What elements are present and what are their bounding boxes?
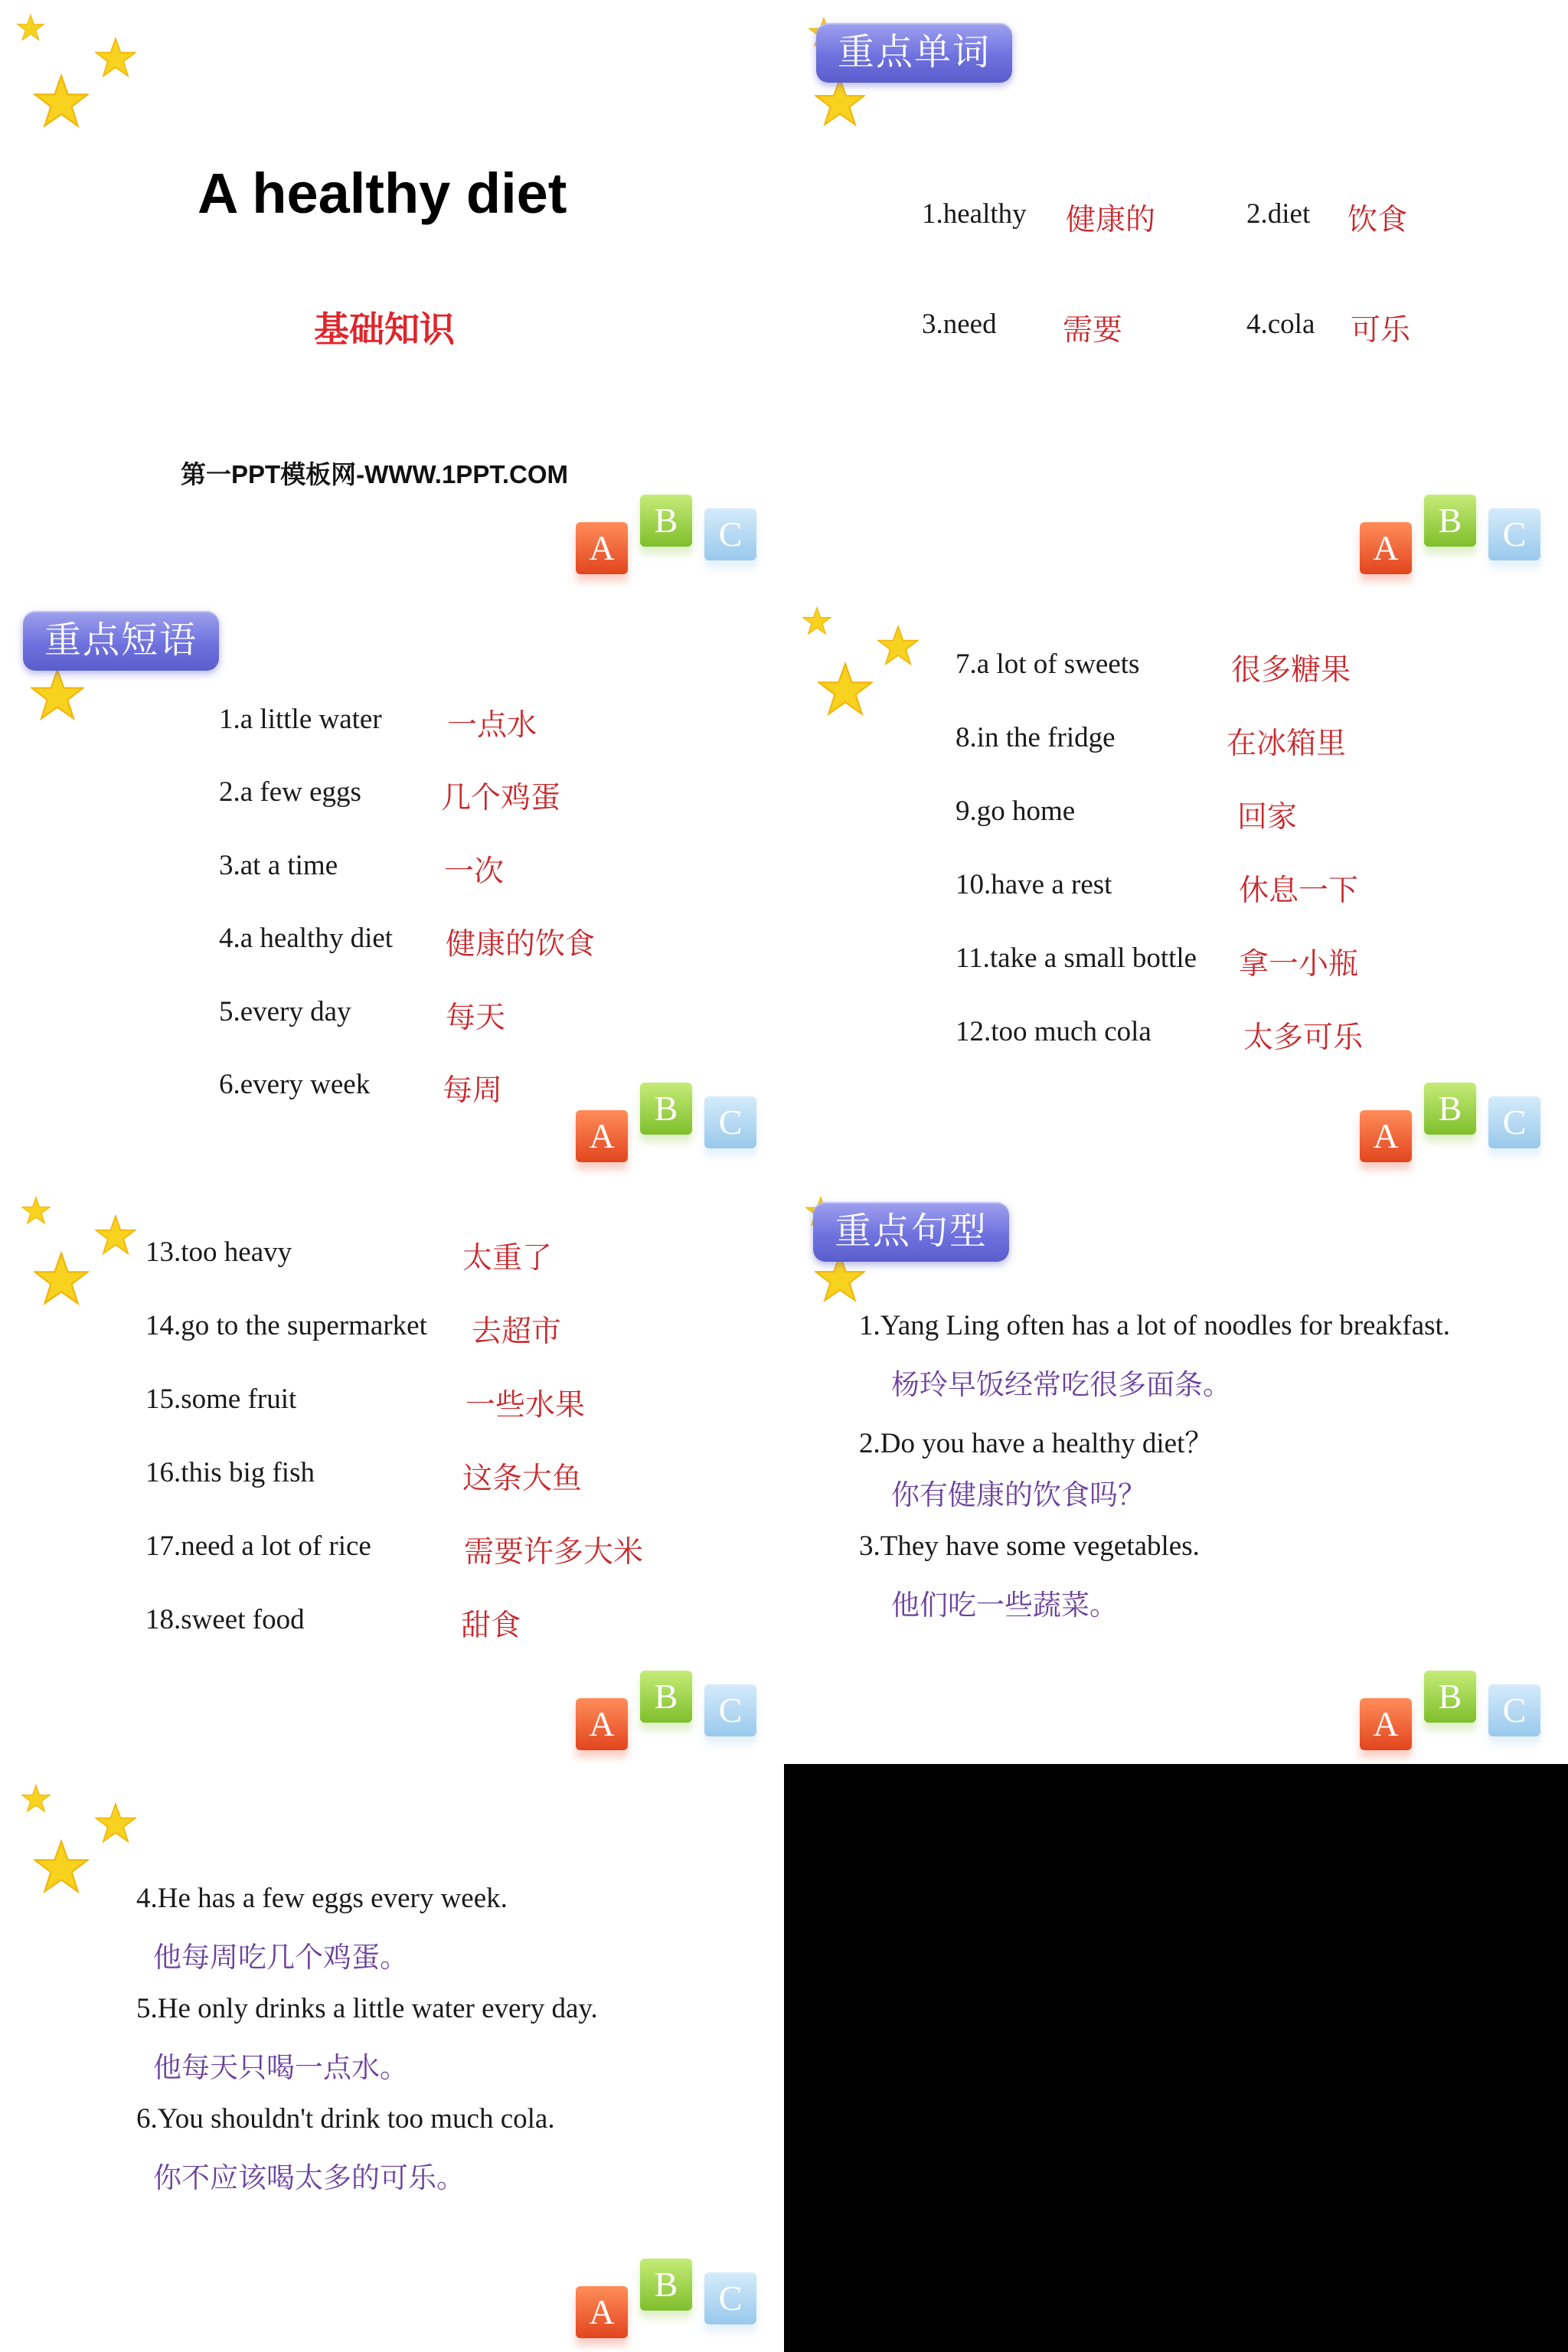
star-icon <box>818 662 873 717</box>
star-icon <box>95 1214 136 1256</box>
phrase-en: 5.every day <box>219 996 351 1027</box>
phrase-en: 8.in the fridge <box>956 722 1116 753</box>
block-b: B <box>1424 495 1476 547</box>
phrase-en: 11.take a small bottle <box>956 942 1197 974</box>
sentence-cn: 他每周吃几个鸡蛋。 <box>153 1941 408 1974</box>
phrase-cn: 甜食 <box>461 1609 521 1643</box>
star-icon <box>95 1802 136 1844</box>
section-heading-badge: 重点句型 <box>813 1202 1009 1262</box>
block-c: C <box>1488 508 1540 560</box>
word-cn: 需要 <box>1063 313 1123 348</box>
phrase-cn: 太多可乐 <box>1243 1021 1364 1055</box>
phrase-cn: 每周 <box>443 1073 503 1108</box>
phrase-en: 9.go home <box>956 795 1076 827</box>
phrase-cn: 回家 <box>1237 800 1298 835</box>
empty-black-panel <box>784 1764 1568 2352</box>
block-c: C <box>1488 1096 1540 1148</box>
phrase-en: 1.a little water <box>219 704 382 735</box>
slide-key-phrases-3 <box>0 1176 784 1764</box>
phrase-en: 17.need a lot of rice <box>145 1530 371 1562</box>
word-cn: 健康的 <box>1066 203 1156 237</box>
block-c: C <box>704 508 756 560</box>
block-a: A <box>1360 1110 1412 1162</box>
block-b: B <box>640 1083 692 1135</box>
phrase-en: 18.sweet food <box>145 1604 305 1635</box>
slide-key-sentences-2 <box>0 1764 784 2352</box>
block-b: B <box>1424 1083 1476 1135</box>
abc-blocks <box>1360 1083 1568 1174</box>
star-icon <box>34 1251 89 1306</box>
block-b: B <box>640 1671 692 1723</box>
sentence-cn: 你有健康的饮食吗？ <box>891 1478 1146 1511</box>
phrase-cn: 太重了 <box>462 1241 553 1276</box>
word-en: 4.cola <box>1246 309 1315 340</box>
block-a: A <box>576 1698 628 1750</box>
sentence-en: 6.You shouldn't drink too much cola. <box>136 2103 555 2135</box>
sentence-cn: 他每天只喝一点水。 <box>153 2051 408 2084</box>
block-a: A <box>1360 522 1412 574</box>
sentence-cn: 杨玲早饭经常吃很多面条。 <box>891 1368 1231 1401</box>
phrase-cn: 一次 <box>444 854 505 889</box>
block-a: A <box>576 2286 628 2338</box>
phrase-en: 16.this big fish <box>145 1457 315 1488</box>
slide-key-phrases-1 <box>0 588 784 1176</box>
star-icon <box>31 668 84 721</box>
star-icon <box>34 1839 89 1894</box>
phrase-en: 7.a lot of sweets <box>956 648 1140 680</box>
phrase-cn: 健康的饮食 <box>446 927 596 962</box>
block-c: C <box>704 2272 756 2324</box>
phrase-cn: 这条大鱼 <box>462 1462 583 1496</box>
sentence-en: 1.Yang Ling often has a lot of noodles for breakfast. <box>859 1310 1451 1341</box>
slide-key-sentences-1 <box>784 1176 1568 1764</box>
star-icon <box>21 1784 51 1813</box>
phrase-en: 2.a few eggs <box>219 776 361 808</box>
phrase-cn: 在冰箱里 <box>1227 727 1347 761</box>
abc-blocks <box>576 495 784 586</box>
phrase-en: 4.a healthy diet <box>219 923 394 954</box>
block-b: B <box>640 495 692 547</box>
sentence-en: 3.They have some vegetables. <box>859 1530 1200 1562</box>
phrase-cn: 一点水 <box>447 708 537 743</box>
sentence-cn: 他们吃一些蔬菜。 <box>891 1589 1118 1622</box>
block-c: C <box>704 1096 756 1148</box>
star-icon <box>815 77 865 127</box>
abc-blocks <box>1360 1671 1568 1762</box>
block-b: B <box>640 2259 692 2311</box>
slide-title <box>0 0 784 588</box>
star-icon <box>877 625 919 666</box>
footer-text: 第一PPT模板网-WWW.1PPT.COM <box>181 460 568 488</box>
phrase-en: 6.every week <box>219 1069 371 1100</box>
block-a: A <box>576 1110 628 1162</box>
sentence-en: 5.He only drinks a little water every day. <box>136 1993 598 2024</box>
abc-blocks <box>576 1083 784 1174</box>
phrase-cn: 去超市 <box>472 1315 562 1349</box>
sentence-en: 2.Do you have a healthy diet？ <box>859 1428 1214 1459</box>
phrase-cn: 每天 <box>446 1001 506 1035</box>
phrase-en: 10.have a rest <box>956 869 1112 900</box>
star-icon <box>34 74 89 129</box>
phrase-en: 15.some fruit <box>145 1383 297 1415</box>
abc-blocks <box>576 1671 784 1762</box>
slide-key-phrases-2 <box>784 588 1568 1176</box>
block-a: A <box>576 522 628 574</box>
slide-key-words <box>784 0 1568 588</box>
sentence-en: 4.He has a few eggs every week. <box>136 1883 508 1914</box>
sentence-cn: 你不应该喝太多的可乐。 <box>153 2161 465 2194</box>
star-icon <box>17 14 44 41</box>
slide-subtitle: 基础知识 <box>314 309 455 350</box>
phrase-cn: 拿一小瓶 <box>1239 947 1359 982</box>
block-c: C <box>1488 1684 1540 1736</box>
section-heading-badge: 重点单词 <box>816 23 1012 83</box>
word-cn: 饮食 <box>1348 203 1408 237</box>
abc-blocks <box>576 2259 784 2350</box>
abc-blocks <box>1360 495 1568 586</box>
phrase-cn: 需要许多大米 <box>464 1535 644 1570</box>
block-a: A <box>1360 1698 1412 1750</box>
word-en: 2.diet <box>1246 198 1311 230</box>
block-b: B <box>1424 1671 1476 1723</box>
phrase-en: 3.at a time <box>219 850 338 881</box>
star-icon <box>21 1196 51 1225</box>
phrase-en: 14.go to the supermarket <box>145 1310 427 1341</box>
star-icon <box>802 606 831 635</box>
slide-title-text: A healthy diet <box>198 162 567 225</box>
section-heading-badge: 重点短语 <box>23 611 219 671</box>
phrase-cn: 一些水果 <box>466 1388 586 1423</box>
phrase-cn: 几个鸡蛋 <box>441 781 561 815</box>
word-en: 1.healthy <box>922 198 1027 230</box>
star-icon <box>95 37 136 78</box>
phrase-cn: 休息一下 <box>1239 874 1359 908</box>
block-c: C <box>704 1684 756 1736</box>
word-cn: 可乐 <box>1351 313 1411 348</box>
phrase-cn: 很多糖果 <box>1231 653 1351 688</box>
word-en: 3.need <box>922 309 997 340</box>
phrase-en: 12.too much cola <box>956 1016 1152 1047</box>
phrase-en: 13.too heavy <box>145 1236 292 1268</box>
